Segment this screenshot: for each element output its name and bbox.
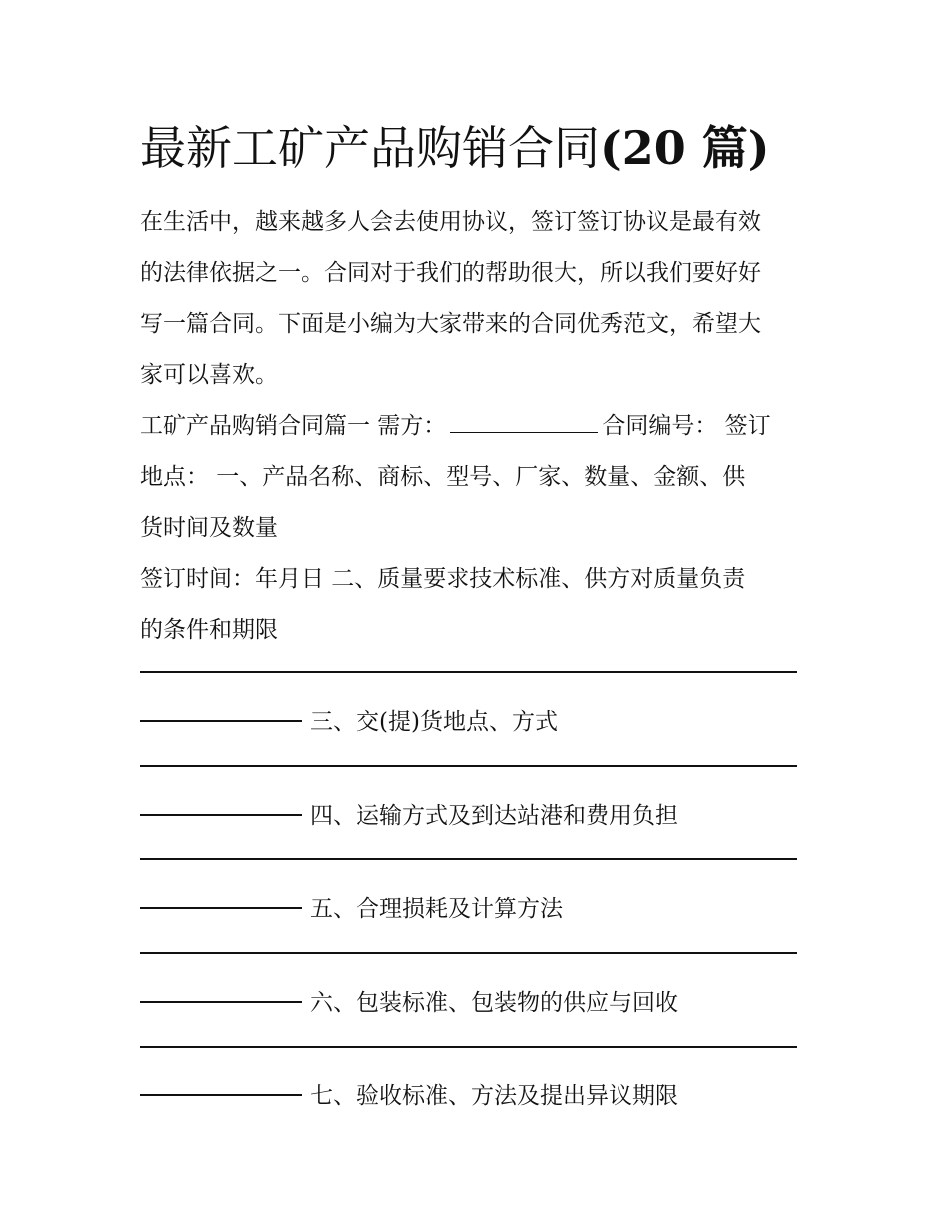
section-heading: 七、验收标准、方法及提出异议期限 [310, 1083, 678, 1109]
fill-rule [140, 1046, 797, 1048]
title-count: (20 篇) [600, 121, 770, 175]
section-line [140, 894, 563, 924]
section-heading: 五、合理损耗及计算方法 [310, 896, 563, 922]
fill-rule-short [140, 1001, 302, 1003]
section-heading: 三、交(提)货地点、方式 [310, 709, 558, 735]
intro-line-4: 家可以喜欢。 [140, 362, 278, 388]
fill-rule [140, 952, 797, 954]
section-line [140, 707, 558, 737]
contract-line-3: 货时间及数量 [140, 515, 278, 541]
contract-line-1-prefix: 工矿产品购销合同篇一 需方： [140, 413, 447, 439]
document-title [140, 118, 770, 178]
contract-line-1 [140, 411, 771, 441]
section-line [140, 988, 678, 1018]
section-line [140, 801, 678, 831]
fill-rule [140, 671, 797, 673]
fill-rule-short [140, 907, 302, 909]
intro-line-2: 的法律依据之一。合同对于我们的帮助很大，所以我们要好好 [140, 260, 761, 286]
contract-line-2: 地点： 一、产品名称、商标、型号、厂家、数量、金额、供 [140, 464, 746, 490]
contract-line-1-suffix: 合同编号： 签订 [602, 413, 771, 439]
buyer-blank [450, 412, 598, 433]
section-heading: 四、运输方式及到达站港和费用负担 [310, 803, 678, 829]
fill-rule-short [140, 1094, 302, 1096]
fill-rule [140, 765, 797, 767]
contract-line-4: 签订时间：年月日 二、质量要求技术标准、供方对质量负责 [140, 566, 746, 592]
intro-line-3: 写一篇合同。下面是小编为大家带来的合同优秀范文，希望大 [140, 311, 761, 337]
fill-rule-short [140, 814, 302, 816]
title-main: 最新工矿产品购销合同 [140, 121, 600, 175]
fill-rule [140, 858, 797, 860]
section-heading: 六、包装标准、包装物的供应与回收 [310, 990, 678, 1016]
intro-line-1: 在生活中，越来越多人会去使用协议，签订签订协议是最有效 [140, 209, 761, 235]
section-line [140, 1081, 678, 1111]
fill-rule-short [140, 720, 302, 722]
contract-line-5: 的条件和期限 [140, 617, 278, 643]
